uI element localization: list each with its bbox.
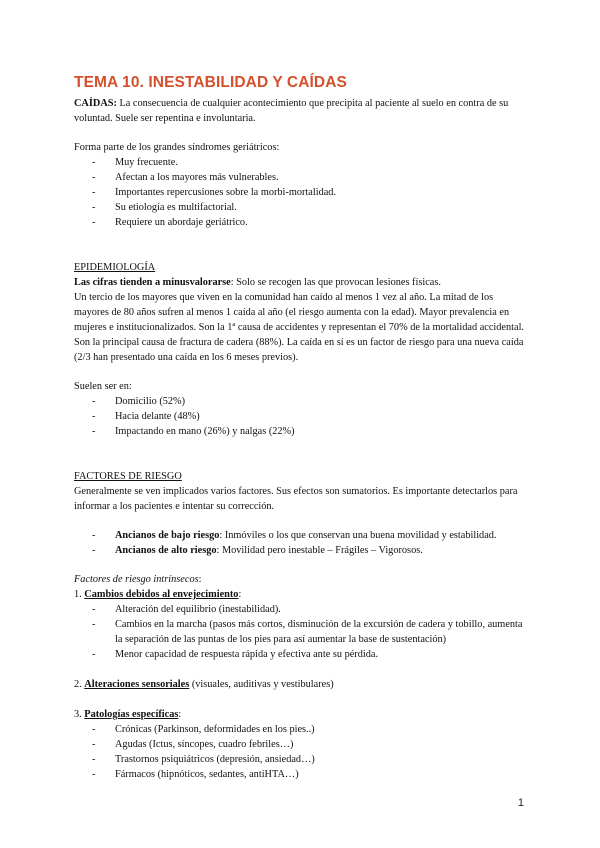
caidas-text: La consecuencia de cualquier acontecimiento que precipita al paciente al suelo en contra de su voluntad. Suele ser repentina e involuntaria. bbox=[74, 98, 509, 124]
suelen-intro: Suelen ser en: bbox=[74, 381, 132, 392]
caidas-label: CAÍDAS: bbox=[74, 98, 117, 109]
sindromes-intro: Forma parte de los grandes síndromes geriátricos: bbox=[74, 142, 280, 153]
ancianos-bajo-text: : Inmóviles o los que conservan una buena movilidad y estabilidad. bbox=[219, 530, 497, 541]
list-item: - Trastornos psiquiátricos (depresión, ansiedad…) bbox=[92, 752, 530, 767]
list-item: - Hacia delante (48%) bbox=[92, 409, 530, 424]
suelen-list bbox=[74, 394, 530, 439]
epidemiologia-lead-bold: Las cifras tienden a minusvalorarse bbox=[74, 277, 231, 288]
epidemiologia-lead bbox=[74, 275, 530, 290]
sensoriales-num: 2. bbox=[74, 679, 85, 690]
list-item bbox=[92, 528, 530, 543]
list-item: - Requiere un abordaje geriátrico. bbox=[92, 215, 530, 230]
list-item: - Menor capacidad de respuesta rápida y efectiva ante su pérdida. bbox=[92, 647, 530, 662]
factores-heading: FACTORES DE RIESGO bbox=[74, 471, 182, 482]
cambios-colon: : bbox=[238, 589, 242, 600]
sensoriales-label: Alteraciones sensoriales bbox=[84, 679, 190, 690]
list-item: - Impactando en mano (26%) y nalgas (22%) bbox=[92, 424, 530, 439]
ancianos-list bbox=[74, 528, 530, 558]
patologias-heading bbox=[74, 707, 530, 722]
list-item: - Crónicas (Parkinson, deformidades en los pies..) bbox=[92, 722, 530, 737]
intrinsecos-colon: : bbox=[198, 574, 202, 585]
list-item: - Importantes repercusiones sobre la morbi-mortalidad. bbox=[92, 185, 530, 200]
factores-paragraph: Generalmente se ven implicados varios factores. Sus efectos son sumatorios. Es importante detectarlos para informar a los pacientes e intentar su corrección. bbox=[74, 486, 518, 512]
sensoriales-text: (visuales, auditivas y vestibulares) bbox=[189, 679, 334, 690]
document-body bbox=[74, 96, 530, 782]
page-title: TEMA 10. INESTABILIDAD Y CAÍDAS bbox=[74, 74, 347, 91]
page-number: 1 bbox=[517, 797, 524, 809]
list-item: - Muy frecuente. bbox=[92, 155, 530, 170]
list-item: - Su etiología es multifactorial. bbox=[92, 200, 530, 215]
epidemiologia-lead-rest: : Solo se recogen las que provocan lesiones físicas. bbox=[230, 277, 441, 288]
ancianos-bajo-label: Ancianos de bajo riesgo bbox=[115, 530, 220, 541]
epidemiologia-heading: EPIDEMIOLOGÍA bbox=[74, 262, 156, 273]
intrinsecos-label bbox=[74, 572, 530, 587]
ancianos-alto-text: : Movilidad pero inestable – Frágiles – Vigorosos. bbox=[216, 545, 423, 556]
ancianos-alto-label: Ancianos de alto riesgo bbox=[115, 545, 217, 556]
sindromes-list bbox=[74, 155, 530, 230]
patologias-list bbox=[74, 722, 530, 782]
cambios-label: Cambios debidos al envejecimiento bbox=[84, 589, 239, 600]
list-item: - Fármacos (hipnóticos, sedantes, antiHTA…) bbox=[92, 767, 530, 782]
caidas-definition bbox=[74, 96, 530, 126]
list-item: - Cambios en la marcha (pasos más cortos, disminución de la excursión de cadera y tobillo, aumenta la separación de las puntas de los pies para así aumentar la base de sustentación) bbox=[92, 617, 530, 647]
patologias-label: Patologías específicas bbox=[84, 709, 179, 720]
epidemiologia-paragraph: Un tercio de los mayores que viven en la comunidad han caído al menos 1 vez al año. La mitad de los mayores de 80 años sufren al menos 1 caída al año (el riesgo aumenta con la edad). Mayor prevalencia en mujeres e institucionalizados. Son la 1ª causa de accidentes y representan el 70% de la mortalidad accidental. Son la principal causa de fractura de cadera (88%). La caída en sí es un factor de riesgo para una nueva caída (2/3 han presentado una caída en los 6 meses previos). bbox=[74, 292, 525, 363]
sensoriales-item bbox=[74, 677, 530, 692]
cambios-num: 1. bbox=[74, 589, 85, 600]
list-item bbox=[92, 543, 530, 558]
patologias-num: 3. bbox=[74, 709, 85, 720]
list-item: - Agudas (Ictus, síncopes, cuadro febriles…) bbox=[92, 737, 530, 752]
list-item: - Alteración del equilibrio (inestabilidad). bbox=[92, 602, 530, 617]
list-item: - Domicilio (52%) bbox=[92, 394, 530, 409]
cambios-heading bbox=[74, 587, 530, 602]
patologias-colon: : bbox=[178, 709, 182, 720]
list-item: - Afectan a los mayores más vulnerables. bbox=[92, 170, 530, 185]
cambios-list bbox=[74, 602, 530, 662]
intrinsecos-label-text: Factores de riesgo intrínsecos bbox=[74, 574, 199, 585]
